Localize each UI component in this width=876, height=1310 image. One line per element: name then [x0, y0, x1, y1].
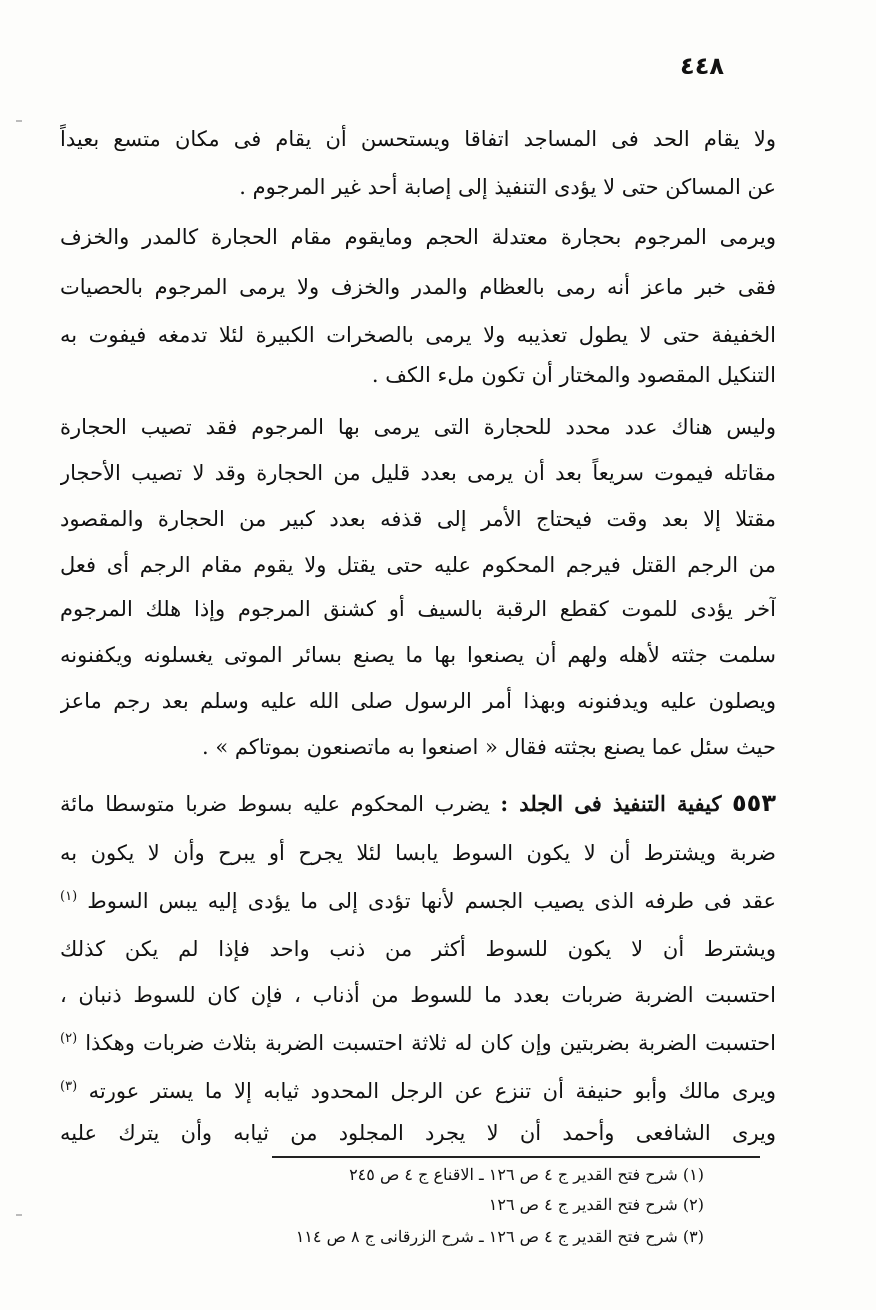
text-line: ويشترط أن لا يكون للسوط أكثر من ذنب واحد فإذا لم يكن كذلك	[60, 937, 776, 961]
text-segment: عقد فى طرفه الذى يصيب الجسم لأنها تؤدى إلى ما يؤدى إليه يبس السوط	[87, 889, 776, 913]
text-line: عن المساكن حتى لا يؤدى التنفيذ إلى إصابة أحد غير المرجوم .	[239, 175, 776, 199]
section-title: كيفية التنفيذ فى الجلد :	[500, 791, 722, 816]
text-segment: احتسبت الضربة بضربتين وإن كان له ثلاثة احتسبت الضربة بثلاث ضربات وهكذا	[85, 1031, 776, 1055]
text-line: آخر يؤدى للموت كقطع الرقبة بالسيف أو كشنق المرجوم وإذا هلك المرجوم	[60, 597, 776, 621]
margin-mark	[16, 120, 22, 122]
text-line: فقى خبر ماعز أنه رمى بالعظام والمدر والخزف ولا يرمى المرجوم بالحصيات	[60, 275, 776, 299]
footnote: (٢) شرح فتح القدير ج ٤ ص ١٢٦	[488, 1195, 704, 1214]
text-line: ولا يقام الحد فى المساجد اتفاقا ويستحسن أن يقام فى مكان متسع بعيداً	[60, 127, 776, 151]
page-number: ٤٤٨	[680, 52, 724, 80]
margin-mark	[16, 1214, 22, 1216]
text-line: وليس هناك عدد محدد للحجارة التى يرمى بها المرجوم فقد تصيب الحجارة	[60, 415, 776, 439]
text-line: سلمت جثته لأهله ولهم أن يصنعوا بها ما يصنع بسائر الموتى يغسلونه ويكفنونه	[60, 643, 776, 667]
footnote-ref: (٢)	[60, 1031, 78, 1046]
text-line: مقتلا إلا بعد وقت فيحتاج الأمر إلى قذفه بعدد كبير من الحجارة والمقصود	[60, 507, 776, 531]
text-line-with-note	[60, 882, 776, 914]
text-line: ويرى الشافعى وأحمد أن لا يجرد المجلود من ثيابه وأن يترك عليه	[60, 1121, 776, 1145]
text-line: التنكيل المقصود والمختار أن تكون ملء الكف .	[371, 363, 776, 387]
section-text: يضرب المحكوم عليه بسوط ضربا متوسطا مائة	[60, 792, 490, 816]
text-line: احتسبت الضربة ضربات بعدد ما للسوط من أذناب ، فإن كان للسوط ذنبان ،	[60, 983, 776, 1007]
footnote-ref: (٣)	[60, 1079, 78, 1094]
text-line: الخفيفة حتى لا يطول تعذيبه ولا يرمى بالصخرات الكبيرة لئلا تدمغه فيفوت به	[60, 323, 776, 347]
text-segment: ويرى مالك وأبو حنيفة أن تنزع عن الرجل المحدود ثيابه إلا ما يستر عورته	[88, 1079, 776, 1103]
section-number: ٥٥٣	[732, 789, 776, 817]
text-line: ويصلون عليه ويدفنونه وبهذا أمر الرسول صلى الله عليه وسلم بعد رجم ماعز	[60, 689, 776, 713]
text-line-with-note	[60, 1024, 776, 1056]
footnote: (١) شرح فتح القدير ج ٤ ص ١٢٦ ـ الاقناع ج ٤ ص ٢٤٥	[349, 1165, 704, 1184]
text-line: حيث سئل عما يصنع بجثته فقال « اصنعوا به ماتصنعون بموتاكم » .	[202, 735, 776, 759]
text-line-with-note	[60, 1072, 776, 1104]
text-line: مقاتله فيموت سريعاً بعد أن يرمى بعدد قليل من الحجارة وقد لا تصيب الأحجار	[60, 461, 776, 485]
footnote-ref: (١)	[60, 889, 78, 904]
text-line: ضربة ويشترط أن لا يكون السوط يابسا لئلا يجرح أو يبرح وأن لا يكون به	[60, 841, 776, 865]
footnote: (٣) شرح فتح القدير ج ٤ ص ١٢٦ ـ شرح الزرقانى ج ٨ ص ١١٤	[295, 1227, 704, 1246]
section-line	[60, 788, 776, 820]
footnote-divider	[272, 1156, 760, 1158]
text-line: ويرمى المرجوم بحجارة معتدلة الحجم ومايقوم مقام الحجارة كالمدر والخزف	[60, 225, 776, 249]
text-line: من الرجم القتل فيرجم المحكوم عليه حتى يقتل ولا يقوم مقام الرجم أى فعل	[60, 553, 776, 577]
